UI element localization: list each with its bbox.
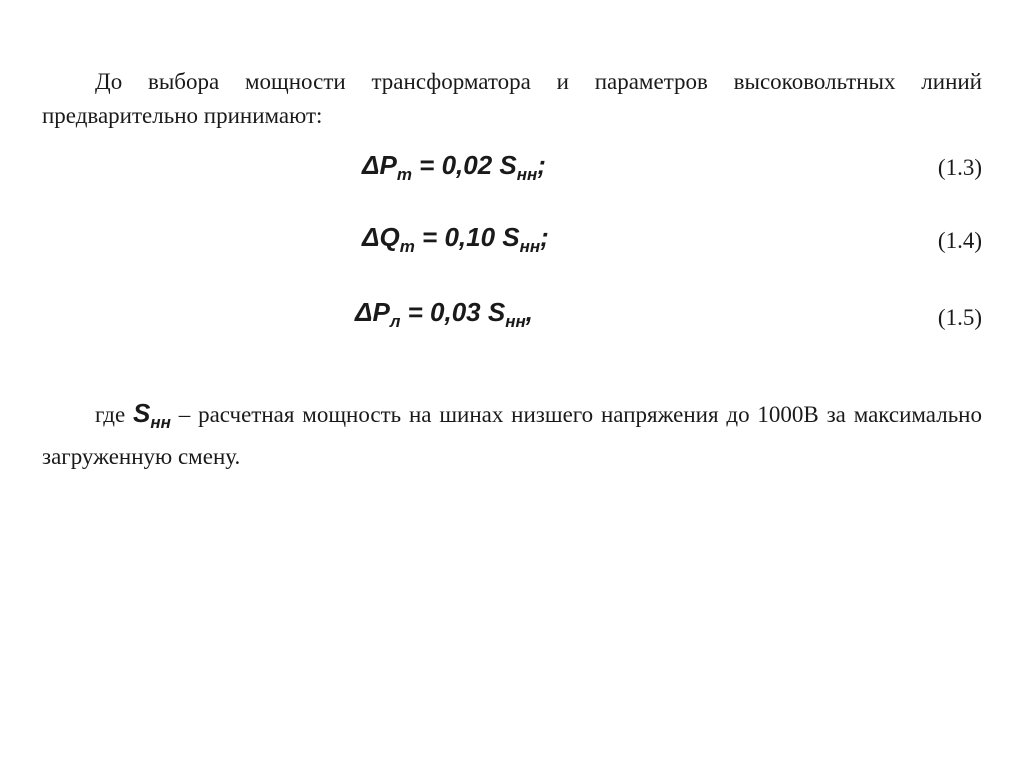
formula-lhs: ΔP bbox=[362, 150, 397, 180]
formula-lhs-subscript: т bbox=[399, 237, 415, 256]
formula-tail: ; bbox=[537, 150, 546, 180]
formula-rhs-subscript: нн bbox=[505, 312, 526, 331]
formula-rhs-subscript: нн bbox=[516, 165, 538, 184]
equation-number-1-3: (1.3) bbox=[937, 155, 982, 180]
formula-1-4 bbox=[362, 222, 549, 257]
document-page bbox=[42, 0, 982, 767]
formula-rhs-subscript: нн bbox=[519, 237, 541, 256]
definition-text: – расчетная мощность на шинах низшего напряжения до 1000В за максимально загруженную смену. bbox=[42, 402, 982, 469]
definition-symbol-letter: S bbox=[133, 398, 151, 428]
formula-rhs: = 0,02 S bbox=[411, 150, 517, 180]
formula-lhs: ΔP bbox=[355, 297, 390, 327]
equation-number-1-5: (1.5) bbox=[937, 305, 982, 330]
formula-lhs-subscript: т bbox=[396, 165, 412, 184]
formula-rhs: = 0,10 S bbox=[414, 222, 520, 252]
formula-lhs: ΔQ bbox=[362, 222, 400, 252]
equation-number-1-4: (1.4) bbox=[937, 228, 982, 253]
formula-1-5 bbox=[355, 297, 533, 332]
definition-paragraph bbox=[42, 396, 982, 474]
formula-1-3 bbox=[362, 150, 546, 185]
intro-paragraph: До выбора мощности трансформатора и параметров высоковольтных линий предварительно принимают: bbox=[42, 69, 982, 128]
formula-rhs: = 0,03 S bbox=[400, 297, 506, 327]
formula-tail: , bbox=[525, 297, 533, 327]
definition-symbol bbox=[133, 398, 171, 432]
formula-lhs-subscript: л bbox=[389, 312, 401, 331]
formula-tail: ; bbox=[540, 222, 549, 252]
definition-symbol-subscript: нн bbox=[150, 413, 171, 432]
definition-prefix: где bbox=[95, 402, 134, 427]
